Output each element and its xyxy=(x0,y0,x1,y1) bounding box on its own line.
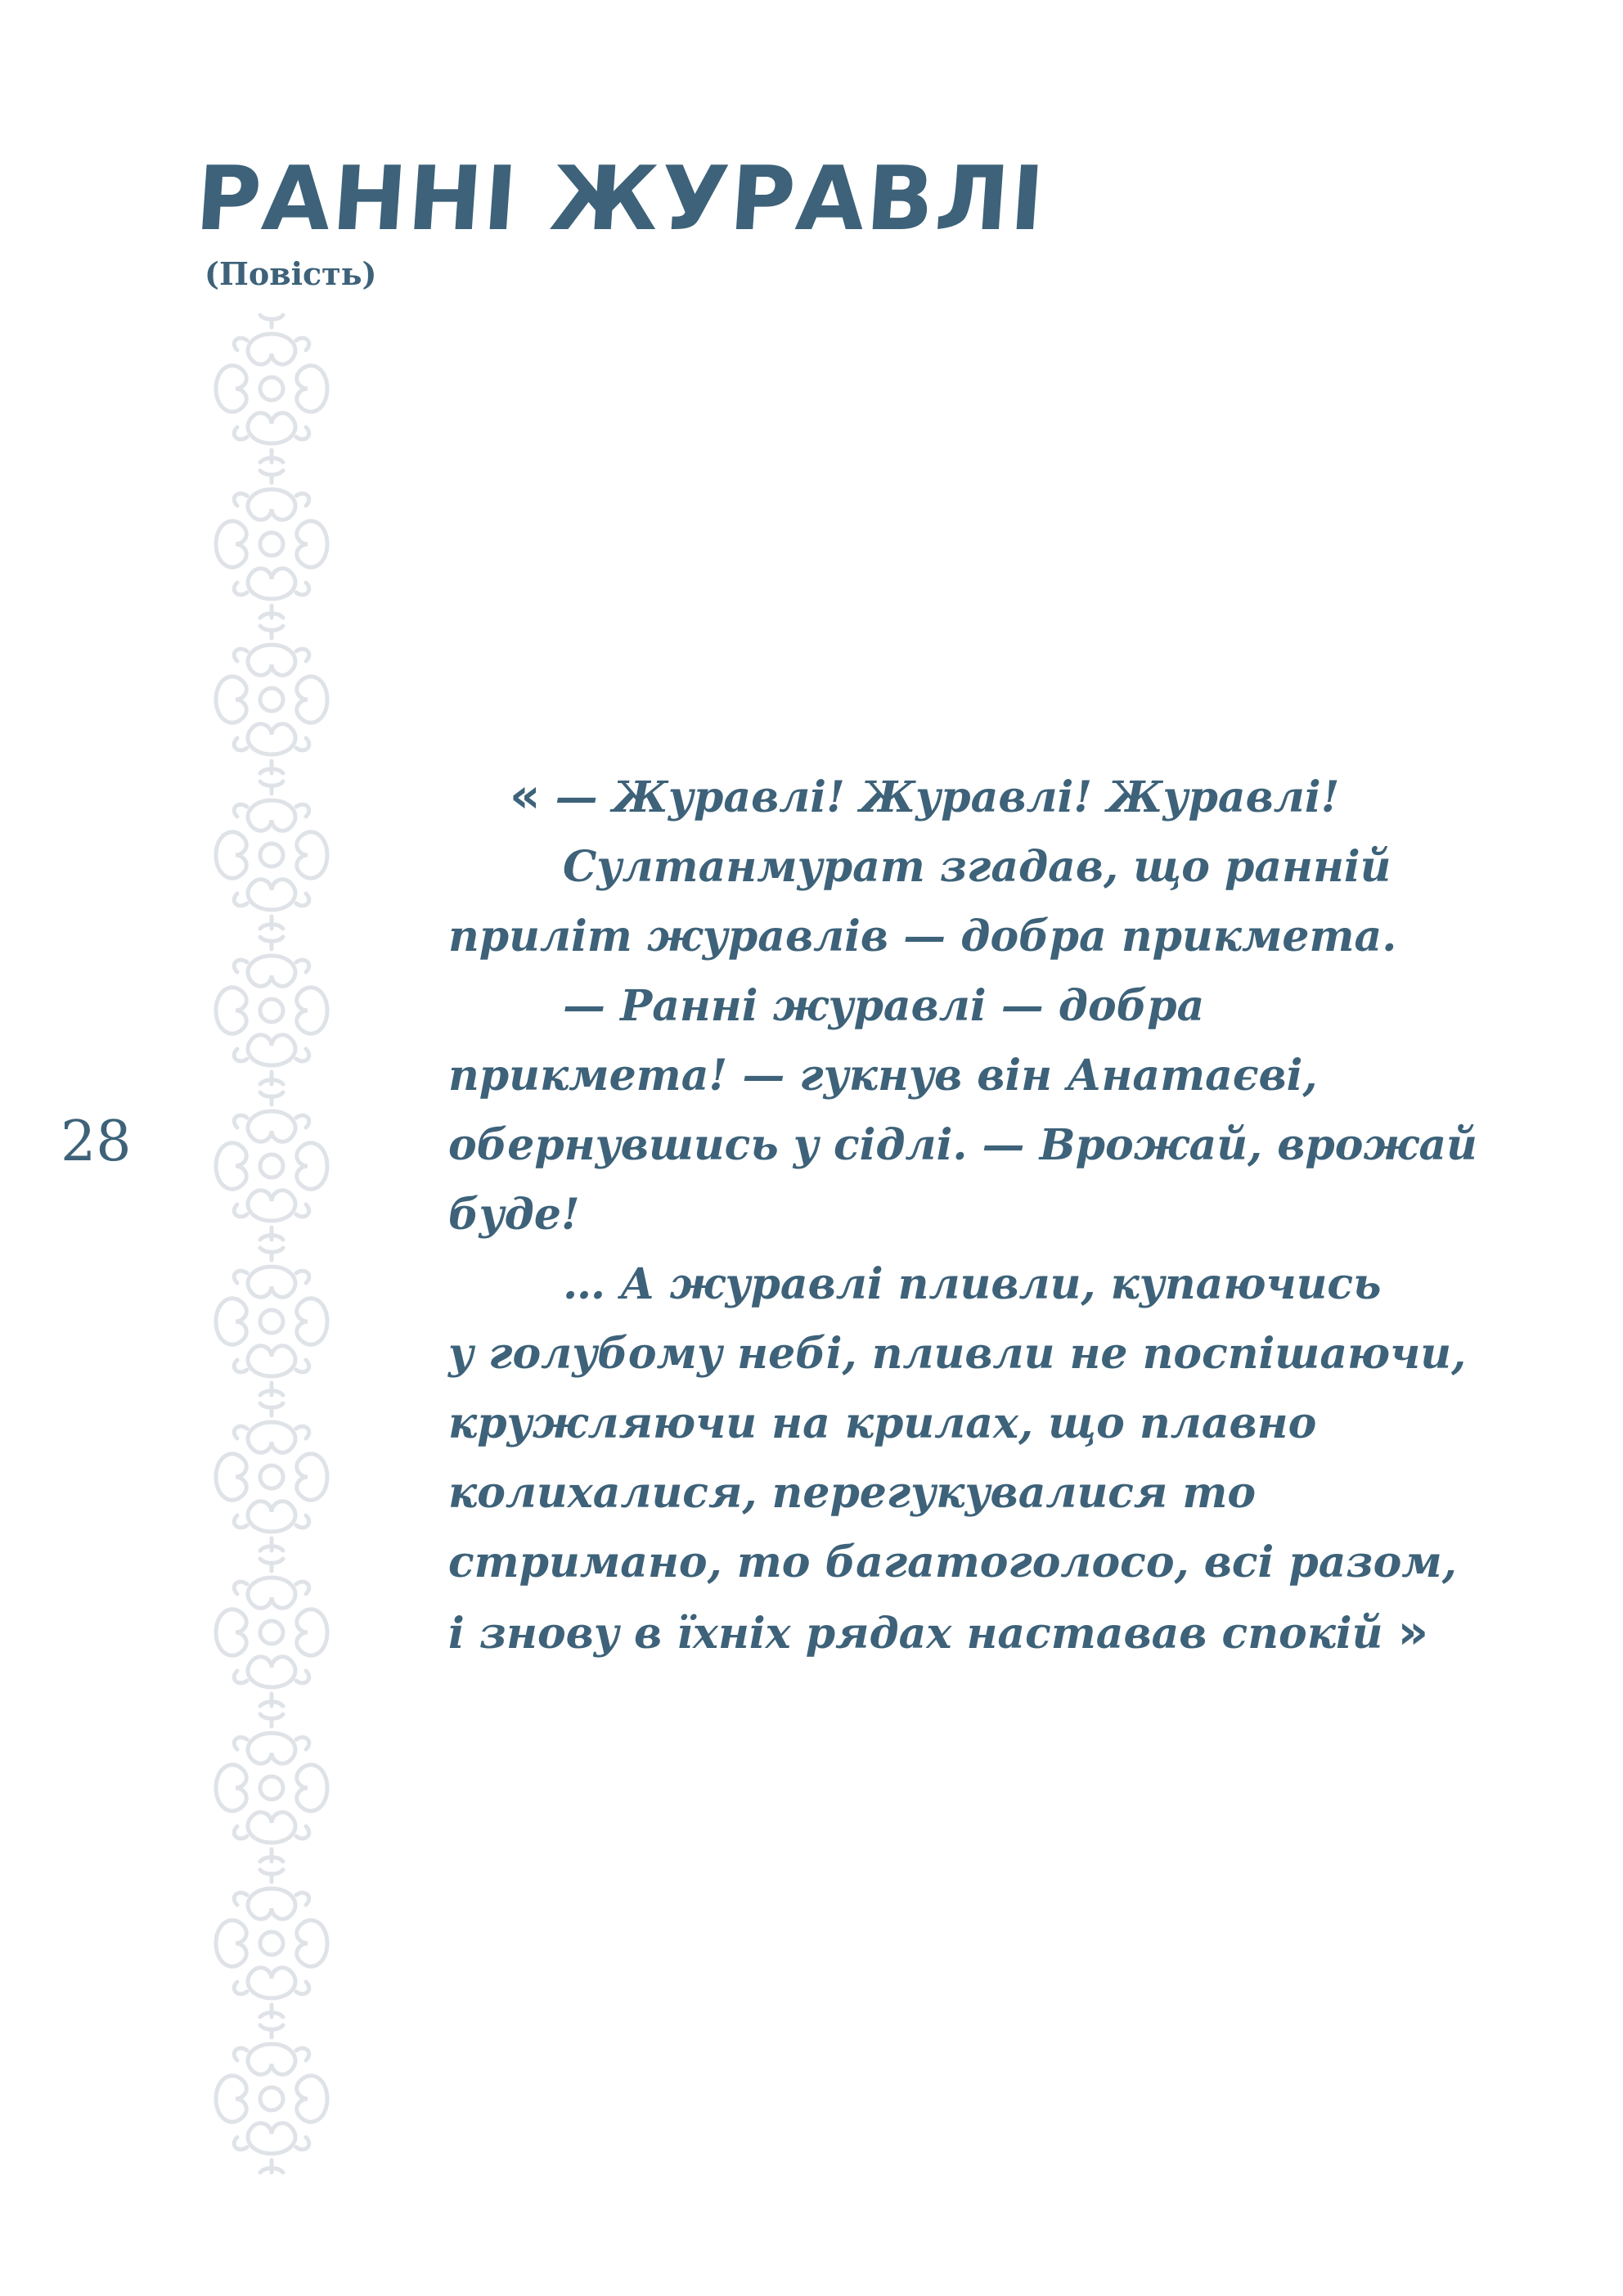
quote-line: колихалися, перегукувалися то xyxy=(448,1468,1257,1518)
quote-line: « — Журавлі! Журавлі! Журавлі! xyxy=(510,768,1340,823)
quote-line: обернувшись у сідлі. — Врожай, врожай xyxy=(448,1120,1477,1170)
quote-line: … А журавлі пливли, купаючись xyxy=(563,1259,1382,1309)
page-subtitle: (Повість) xyxy=(205,255,377,292)
quote-line: приліт журавлів — добра прикмета. xyxy=(448,912,1397,961)
quote-line: і знову в їхніх рядах наставав спокій » xyxy=(448,1604,1429,1659)
quote-line: кружляючи на крилах, що плавно xyxy=(448,1398,1317,1448)
quote-line: Султанмурат згадав, що ранній xyxy=(563,842,1391,892)
quote-block xyxy=(448,761,1477,1668)
quote-line: стримано, то багатоголосо, всі разом, xyxy=(448,1537,1457,1587)
open-quote-mark: « xyxy=(510,768,541,823)
quote-line: — Ранні журавлі — добра xyxy=(563,981,1205,1031)
quote-line: у голубому небі, пливли не поспішаючи, xyxy=(448,1329,1467,1379)
close-quote-mark: » xyxy=(1397,1604,1429,1659)
ornament-column-icon xyxy=(190,311,353,2177)
page-title: РАННІ ЖУРАВЛІ xyxy=(192,148,1049,250)
quote-line: буде! xyxy=(448,1190,580,1240)
page-number: 28 xyxy=(61,1110,132,1174)
quote-line: прикмета! — гукнув він Анатаєві, xyxy=(448,1051,1318,1101)
